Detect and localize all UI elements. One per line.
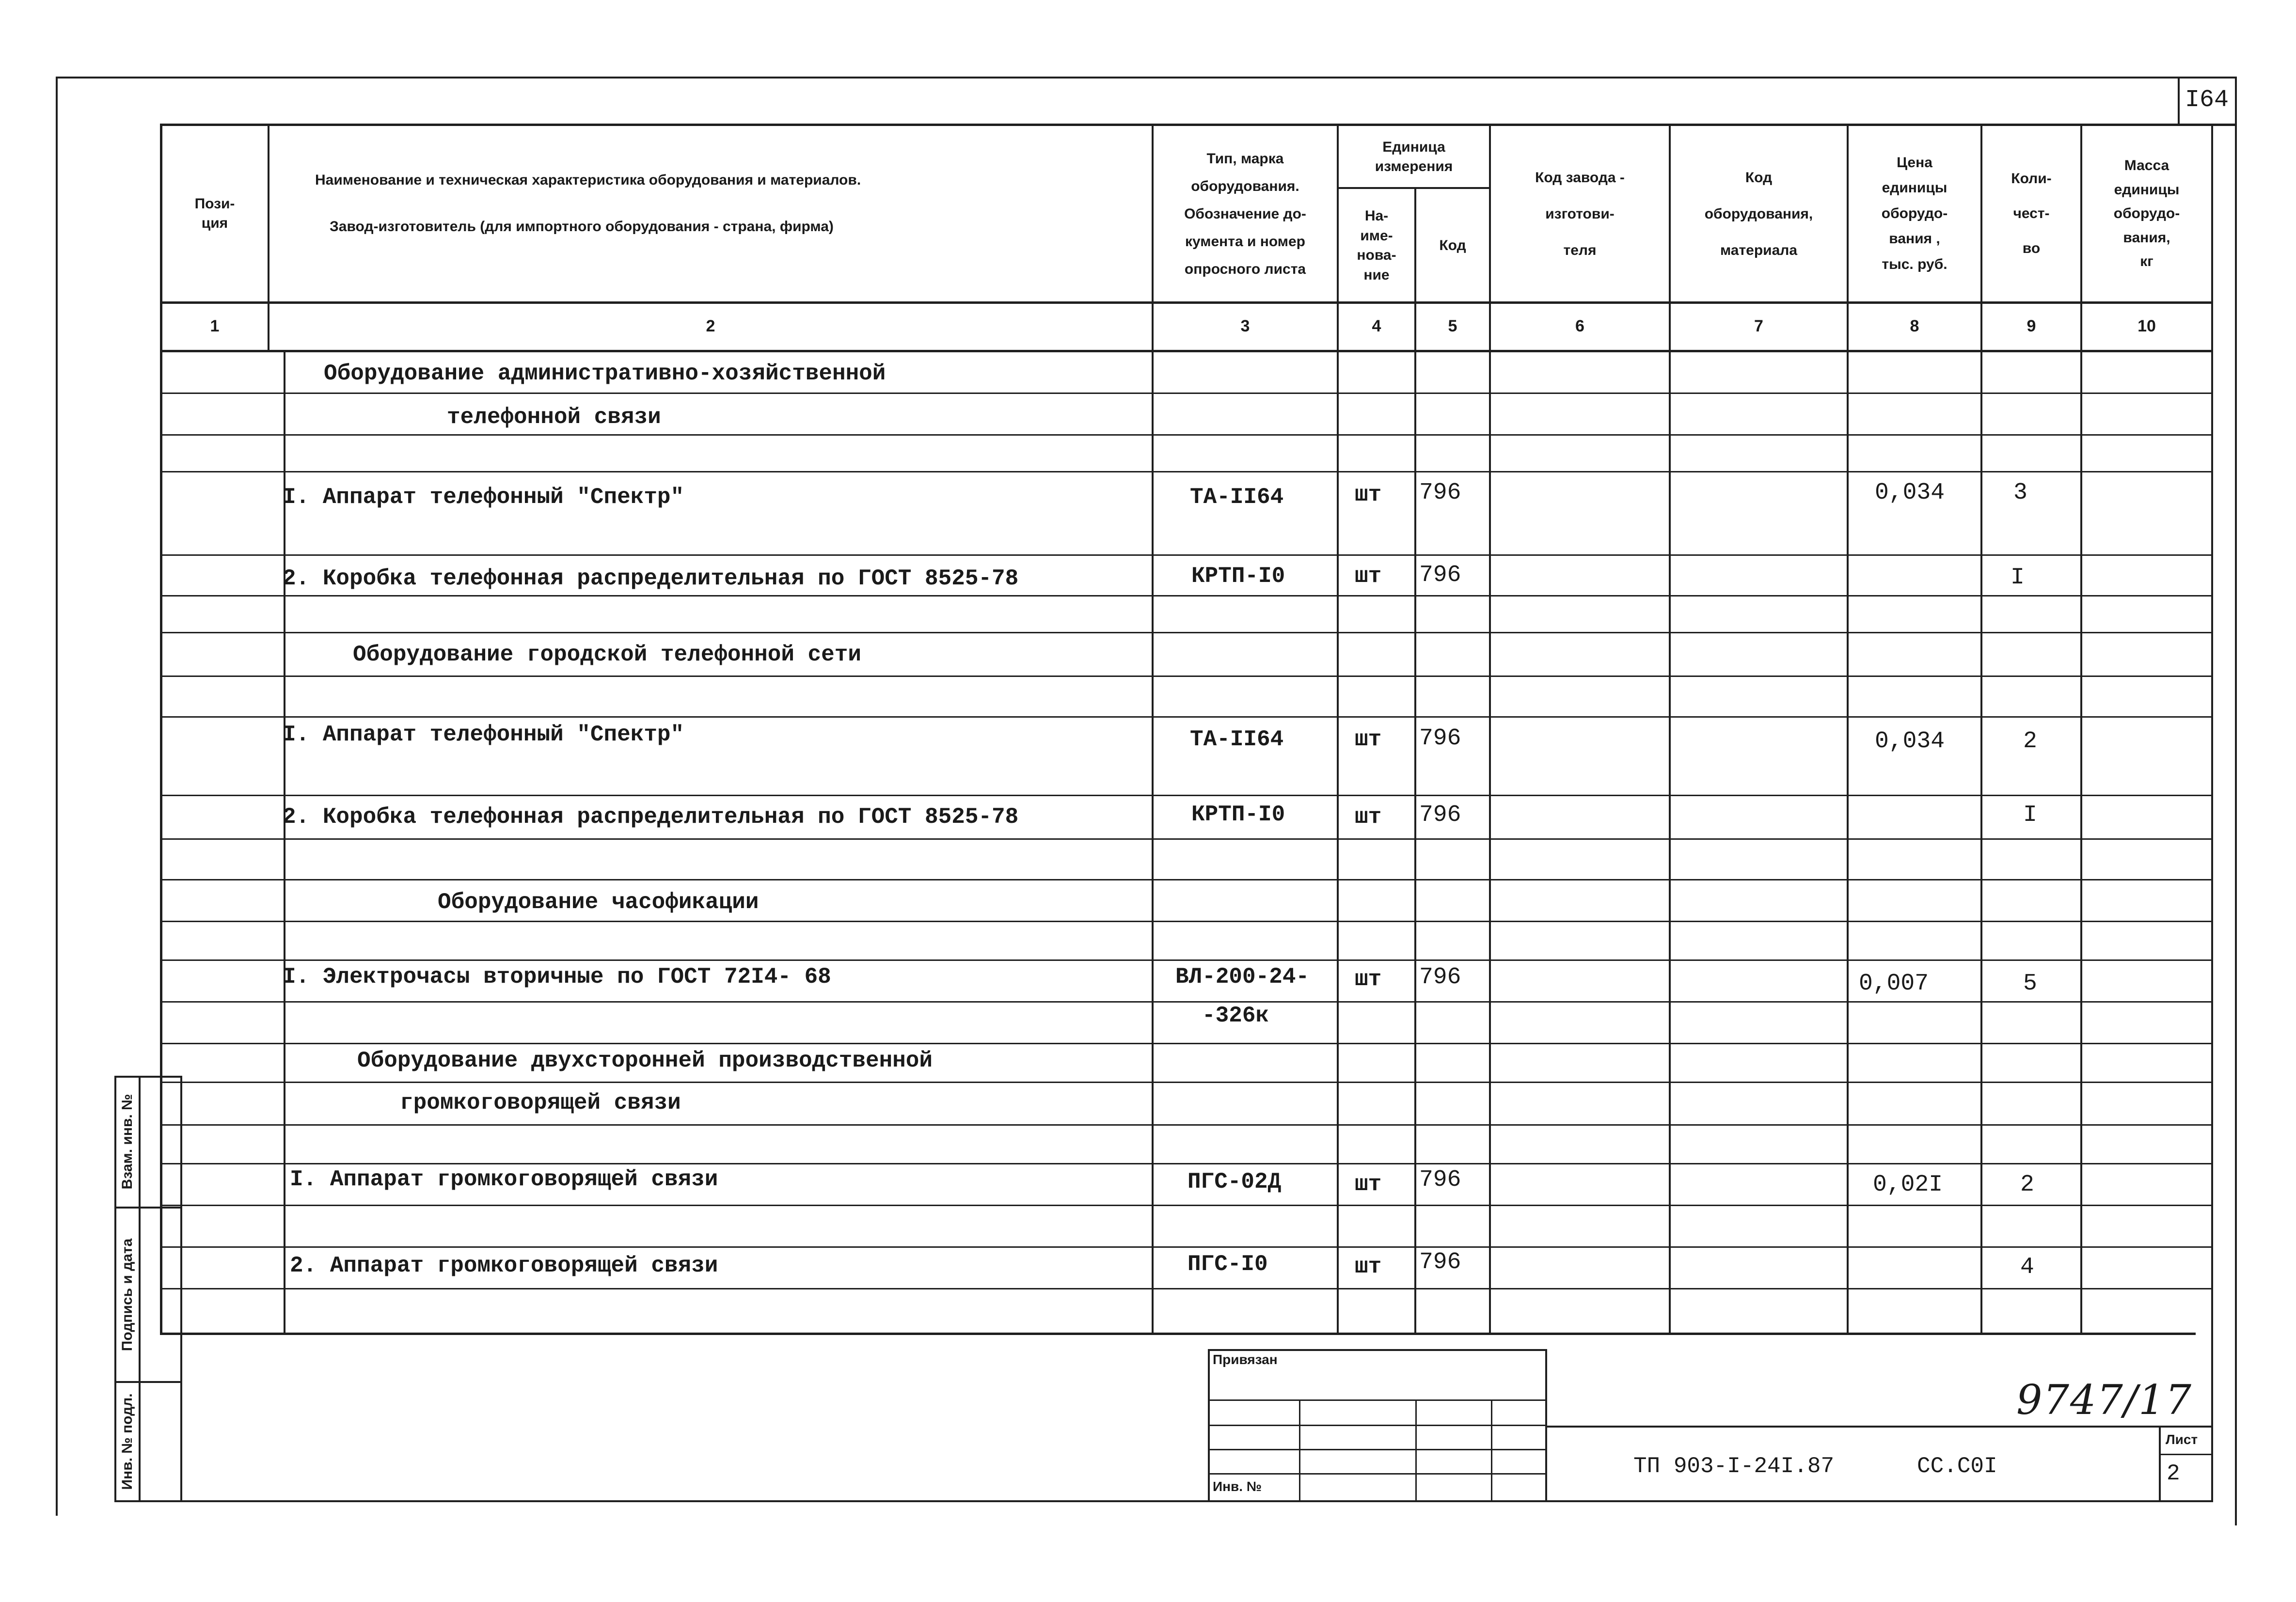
handwritten-number: 9747/17 [2016, 1376, 2192, 1424]
item-unit: шт [1355, 564, 1382, 589]
col-number: 10 [2138, 317, 2156, 336]
item-unit: шт [1355, 727, 1382, 752]
col-number: 7 [1754, 317, 1763, 336]
col-number: 3 [1240, 317, 1250, 336]
stamp-privyazan: Привязан [1213, 1352, 1278, 1367]
col-number: 4 [1372, 317, 1381, 336]
item-unit: шт [1355, 967, 1382, 992]
col-number: 9 [2027, 317, 2036, 336]
stamp-inv-no: Инв. № [1213, 1479, 1262, 1494]
header-factory-code: Код завода - изготови- теля [1535, 169, 1625, 258]
item-quantity: 2 [2020, 1172, 2034, 1198]
side-label-replace: Взам. инв. № [119, 1094, 135, 1190]
item-quantity: 4 [2020, 1254, 2034, 1280]
section-title: Оборудование административно-хозяйственной [324, 361, 886, 386]
item-type: ТА-II64 [1190, 485, 1284, 510]
item-quantity: 2 [2023, 728, 2037, 754]
header-quantity: Коли- чест- во [2011, 171, 2052, 256]
header-position: Пози- ция [194, 195, 235, 231]
item-price: 0,034 [1875, 480, 1945, 506]
item-code: 796 [1419, 562, 1461, 588]
item-name: I. Электрочасы вторичные по ГОСТ 72I4- 68 [283, 964, 831, 989]
item-code: 796 [1419, 1167, 1461, 1193]
header-unit-name: На- име- нова- ние [1357, 208, 1396, 283]
col-number: 2 [706, 317, 715, 336]
item-type: ВЛ-200-24- [1175, 964, 1310, 989]
item-type: КРТП-I0 [1191, 564, 1285, 589]
item-price: 0,034 [1875, 728, 1945, 754]
col-number: 6 [1575, 317, 1584, 336]
item-code: 796 [1419, 802, 1461, 828]
item-unit: шт [1355, 1254, 1382, 1279]
item-quantity: I [2011, 565, 2025, 591]
header-name-line1: Наименование и техническая характеристика оборудования и материалов. [315, 172, 861, 188]
item-code: 796 [1419, 480, 1461, 506]
header-unit-code: Код [1439, 237, 1466, 253]
item-code: 796 [1419, 964, 1461, 990]
item-type: ТА-II64 [1190, 727, 1284, 752]
side-label-inv: Инв. № подл. [119, 1393, 135, 1490]
item-type: ПГС-02Д [1188, 1169, 1282, 1194]
item-code: 796 [1419, 725, 1461, 752]
section-title: Оборудование двухсторонней производственной [357, 1048, 933, 1073]
item-quantity: I [2023, 802, 2037, 828]
section-title: Оборудование часофикации [438, 890, 759, 915]
item-type-cont: -326к [1202, 1003, 1269, 1028]
item-price: 0,02I [1873, 1172, 1943, 1198]
item-name: 2. Коробка телефонная распределительная по ГОСТ 8525-78 [283, 566, 1019, 591]
doc-suffix: СС.С0I [1917, 1454, 1997, 1479]
header-equipment-code: Код оборудования, материала [1704, 169, 1813, 258]
header-unit: Единица измерения [1375, 139, 1453, 174]
col-number: 1 [210, 317, 220, 336]
item-name: 2. Коробка телефонная распределительная по ГОСТ 8525-78 [283, 804, 1019, 830]
header-price: Цена единицы оборудо- вания , тыс. руб. [1881, 154, 1948, 272]
list-label: Лист [2166, 1432, 2198, 1447]
item-name: I. Аппарат телефонный "Спектр" [283, 485, 684, 510]
col-number: 8 [1910, 317, 1919, 336]
item-quantity: 3 [2013, 480, 2027, 506]
item-unit: шт [1355, 1172, 1382, 1197]
col-number: 5 [1448, 317, 1457, 336]
section-title: телефонной связи [447, 405, 661, 430]
item-code: 796 [1419, 1249, 1461, 1275]
item-quantity: 5 [2023, 971, 2037, 997]
item-type: ПГС-I0 [1188, 1252, 1268, 1277]
sheet-number: I64 [2185, 86, 2229, 114]
item-name: I. Аппарат телефонный "Спектр" [283, 722, 684, 747]
item-name: 2. Аппарат громкоговорящей связи [290, 1253, 718, 1278]
header-name-line2: Завод-изготовитель (для импортного оборудования - страна, фирма) [330, 219, 834, 235]
item-type: КРТП-I0 [1191, 802, 1285, 827]
section-title: громкоговорящей связи [400, 1090, 681, 1115]
doc-code: ТП 903-I-24I.87 [1633, 1454, 1835, 1479]
section-title: Оборудование городской телефонной сети [353, 642, 861, 667]
item-price: 0,007 [1859, 971, 1929, 997]
list-number: 2 [2167, 1461, 2180, 1486]
side-label-signature: Подпись и дата [119, 1238, 135, 1351]
item-name: I. Аппарат громкоговорящей связи [290, 1167, 718, 1192]
header-mass: Масса единицы оборудо- вания, кг [2113, 157, 2180, 270]
item-unit: шт [1355, 482, 1382, 507]
item-unit: шт [1355, 804, 1382, 830]
header-type: Тип, марка оборудования. Обозначение до- кумента и номер опросного листа [1184, 150, 1306, 277]
